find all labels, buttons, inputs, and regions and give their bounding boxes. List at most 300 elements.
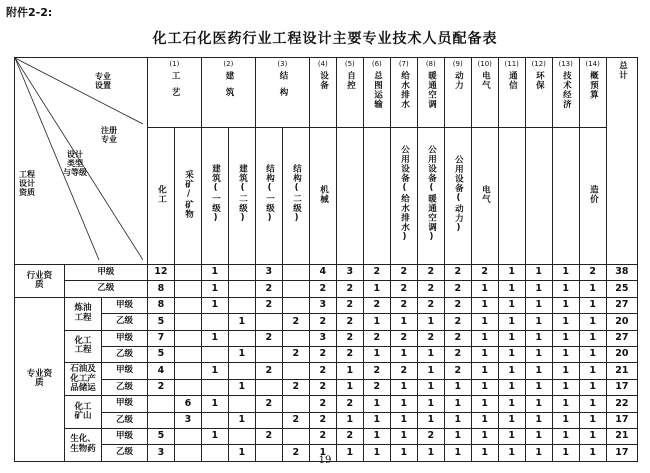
value-cell: 1 — [228, 314, 255, 330]
corner-design-type-grade: 设计 类型 与等级 — [63, 150, 87, 178]
table-row — [15, 396, 638, 412]
value-cell: 1 — [525, 314, 552, 330]
value-cell: 1 — [471, 330, 498, 346]
category-header — [417, 58, 444, 128]
value-cell: 2 — [282, 412, 309, 428]
value-cell: 1 — [390, 314, 417, 330]
industry-qualification-label: 行业资质 — [15, 265, 65, 298]
total-cell: 20 — [606, 346, 637, 362]
value-cell: 1 — [552, 412, 579, 428]
category-index: (2) — [223, 60, 234, 68]
total-cell: 20 — [606, 314, 637, 330]
category-name: 结构 — [278, 70, 289, 104]
table-row — [15, 346, 638, 362]
value-cell — [282, 363, 309, 379]
value-cell: 1 — [498, 428, 525, 444]
registered-major-label: 公用设备(动力) — [453, 154, 464, 234]
value-cell: 12 — [147, 265, 174, 281]
category-index: (11) — [504, 60, 519, 68]
major-group-name: 石油及 化工产 品储运 — [64, 363, 101, 396]
value-cell: 2 — [444, 281, 471, 297]
value-cell: 1 — [552, 281, 579, 297]
value-cell: 2 — [255, 297, 282, 313]
value-cell — [228, 297, 255, 313]
value-cell: 1 — [390, 412, 417, 428]
registered-major-cell — [525, 128, 552, 265]
value-cell: 2 — [471, 265, 498, 281]
value-cell — [228, 428, 255, 444]
value-cell: 1 — [309, 445, 336, 461]
total-cell: 22 — [606, 396, 637, 412]
value-cell: 1 — [498, 363, 525, 379]
corner-registered-major: 注册 专业 — [101, 126, 117, 145]
registered-major-cell — [147, 128, 174, 265]
value-cell: 3 — [174, 412, 201, 428]
value-cell: 1 — [417, 379, 444, 395]
value-cell: 2 — [255, 428, 282, 444]
value-cell: 2 — [255, 281, 282, 297]
value-cell: 1 — [417, 346, 444, 362]
value-cell: 2 — [444, 330, 471, 346]
value-cell: 8 — [147, 281, 174, 297]
value-cell: 1 — [498, 281, 525, 297]
value-cell: 1 — [390, 428, 417, 444]
category-name: 电气 — [480, 70, 491, 90]
value-cell: 1 — [579, 314, 606, 330]
grade-label: 乙级 — [102, 346, 148, 362]
value-cell — [174, 363, 201, 379]
category-index: (4) — [317, 60, 328, 68]
value-cell: 1 — [444, 396, 471, 412]
value-cell: 1 — [525, 330, 552, 346]
value-cell: 1 — [471, 314, 498, 330]
value-cell: 1 — [471, 297, 498, 313]
value-cell: 1 — [201, 363, 228, 379]
value-cell: 1 — [498, 314, 525, 330]
value-cell: 1 — [579, 396, 606, 412]
total-cell: 17 — [606, 445, 637, 461]
category-header — [498, 58, 525, 128]
category-name: 总图运输 — [372, 70, 383, 109]
grade-label: 甲级 — [102, 428, 148, 444]
value-cell: 1 — [471, 379, 498, 395]
major-group-name: 炼油 工程 — [64, 297, 101, 330]
value-cell: 1 — [363, 396, 390, 412]
category-header — [552, 58, 579, 128]
value-cell — [282, 396, 309, 412]
value-cell: 2 — [147, 379, 174, 395]
page-number: 19 — [318, 455, 332, 466]
category-header — [147, 58, 201, 128]
value-cell: 1 — [444, 412, 471, 428]
value-cell: 1 — [579, 346, 606, 362]
page-title: 化工石化医药行业工程设计主要专业技术人员配备表 — [152, 31, 498, 47]
value-cell — [201, 412, 228, 428]
value-cell — [255, 379, 282, 395]
value-cell: 8 — [147, 297, 174, 313]
value-cell — [282, 265, 309, 281]
registered-major-cell — [228, 128, 255, 265]
value-cell: 1 — [201, 396, 228, 412]
table-row — [15, 314, 638, 330]
value-cell — [228, 363, 255, 379]
value-cell: 2 — [390, 363, 417, 379]
value-cell: 2 — [309, 412, 336, 428]
value-cell: 1 — [498, 346, 525, 362]
value-cell: 2 — [255, 363, 282, 379]
value-cell: 1 — [444, 428, 471, 444]
value-cell: 1 — [336, 412, 363, 428]
value-cell: 1 — [363, 445, 390, 461]
value-cell: 1 — [201, 281, 228, 297]
registered-major-label: 公用设备(暖通空调) — [426, 145, 437, 244]
value-cell: 2 — [390, 265, 417, 281]
value-cell: 4 — [147, 363, 174, 379]
value-cell: 1 — [417, 396, 444, 412]
value-cell: 1 — [390, 346, 417, 362]
total-label: 总计 — [617, 61, 628, 80]
total-cell: 38 — [606, 265, 637, 281]
category-header — [201, 58, 255, 128]
value-cell: 1 — [525, 363, 552, 379]
value-cell — [174, 265, 201, 281]
value-cell: 1 — [336, 363, 363, 379]
value-cell: 1 — [552, 363, 579, 379]
total-cell: 17 — [606, 379, 637, 395]
value-cell: 1 — [525, 297, 552, 313]
grade-label: 乙级 — [102, 445, 148, 461]
value-cell: 1 — [579, 412, 606, 428]
registered-major-cell — [309, 128, 336, 265]
category-name: 环保 — [534, 70, 545, 90]
value-cell: 2 — [255, 330, 282, 346]
value-cell: 1 — [336, 445, 363, 461]
corner-major-setting: 专业 设置 — [95, 72, 111, 91]
value-cell: 1 — [417, 314, 444, 330]
registered-major-cell — [579, 128, 606, 265]
value-cell: 2 — [363, 330, 390, 346]
value-cell: 1 — [525, 412, 552, 428]
registered-major-label: 建筑(二级) — [237, 164, 248, 225]
value-cell: 3 — [309, 330, 336, 346]
value-cell: 2 — [363, 363, 390, 379]
value-cell: 1 — [525, 281, 552, 297]
registered-major-cell — [336, 128, 363, 265]
value-cell: 1 — [579, 281, 606, 297]
header-corner — [15, 58, 148, 265]
grade-label: 甲级 — [102, 396, 148, 412]
value-cell: 1 — [363, 428, 390, 444]
value-cell: 1 — [498, 445, 525, 461]
value-cell: 2 — [336, 396, 363, 412]
category-index: (5) — [344, 60, 355, 68]
value-cell: 1 — [498, 330, 525, 346]
registered-major-label: 机械 — [318, 184, 329, 204]
category-header — [579, 58, 606, 128]
value-cell — [201, 379, 228, 395]
value-cell: 1 — [363, 314, 390, 330]
value-cell: 2 — [336, 314, 363, 330]
category-header — [255, 58, 309, 128]
category-name: 自控 — [345, 70, 356, 90]
category-index: (13) — [558, 60, 573, 68]
value-cell: 1 — [498, 297, 525, 313]
value-cell: 1 — [552, 346, 579, 362]
value-cell: 1 — [363, 281, 390, 297]
value-cell: 1 — [363, 412, 390, 428]
value-cell: 1 — [363, 346, 390, 362]
category-header — [444, 58, 471, 128]
value-cell: 1 — [390, 445, 417, 461]
total-header — [606, 58, 637, 265]
registered-major-label: 造价 — [588, 184, 599, 204]
registered-major-cell — [471, 128, 498, 265]
value-cell: 2 — [444, 363, 471, 379]
value-cell: 1 — [525, 445, 552, 461]
value-cell: 1 — [498, 396, 525, 412]
value-cell: 1 — [336, 379, 363, 395]
value-cell: 1 — [525, 346, 552, 362]
value-cell — [255, 412, 282, 428]
category-index: (7) — [398, 60, 409, 68]
category-index: (9) — [452, 60, 463, 68]
value-cell: 1 — [579, 363, 606, 379]
value-cell: 2 — [417, 428, 444, 444]
registered-major-cell — [444, 128, 471, 265]
major-qualification-label: 专业资质 — [15, 297, 65, 461]
total-cell: 27 — [606, 330, 637, 346]
value-cell: 2 — [363, 297, 390, 313]
value-cell: 2 — [390, 330, 417, 346]
category-index: (10) — [477, 60, 492, 68]
category-header — [336, 58, 363, 128]
registered-major-cell — [201, 128, 228, 265]
value-cell: 2 — [417, 297, 444, 313]
table-row — [15, 330, 638, 346]
value-cell: 1 — [471, 281, 498, 297]
value-cell: 1 — [552, 445, 579, 461]
category-name: 技术经济 — [561, 70, 572, 109]
value-cell: 2 — [390, 297, 417, 313]
value-cell: 2 — [336, 330, 363, 346]
value-cell: 1 — [471, 396, 498, 412]
value-cell — [255, 346, 282, 362]
value-cell — [174, 379, 201, 395]
value-cell: 1 — [228, 379, 255, 395]
value-cell: 2 — [417, 330, 444, 346]
registered-major-label: 结构(二级) — [291, 164, 302, 225]
registered-major-cell — [255, 128, 282, 265]
total-cell: 21 — [606, 428, 637, 444]
value-cell — [201, 346, 228, 362]
value-cell: 2 — [363, 265, 390, 281]
value-cell: 2 — [444, 346, 471, 362]
value-cell: 1 — [471, 412, 498, 428]
value-cell — [282, 330, 309, 346]
value-cell: 1 — [417, 363, 444, 379]
value-cell: 1 — [498, 412, 525, 428]
category-name: 暖通空调 — [426, 70, 437, 109]
value-cell: 2 — [579, 265, 606, 281]
category-header — [471, 58, 498, 128]
value-cell: 1 — [525, 396, 552, 412]
category-name: 工艺 — [170, 70, 181, 104]
value-cell: 2 — [309, 428, 336, 444]
value-cell: 1 — [471, 445, 498, 461]
value-cell: 2 — [255, 396, 282, 412]
category-header — [525, 58, 552, 128]
value-cell: 2 — [309, 314, 336, 330]
value-cell — [174, 330, 201, 346]
value-cell: 1 — [552, 314, 579, 330]
grade-label: 甲级 — [102, 330, 148, 346]
value-cell: 1 — [579, 297, 606, 313]
value-cell: 2 — [309, 396, 336, 412]
value-cell: 2 — [282, 379, 309, 395]
value-cell — [147, 396, 174, 412]
value-cell: 1 — [201, 265, 228, 281]
value-cell: 1 — [498, 379, 525, 395]
value-cell: 1 — [417, 445, 444, 461]
value-cell: 4 — [309, 265, 336, 281]
grade-label: 乙级 — [102, 412, 148, 428]
table-row — [15, 363, 638, 379]
value-cell: 7 — [147, 330, 174, 346]
value-cell: 2 — [363, 379, 390, 395]
value-cell: 1 — [228, 346, 255, 362]
value-cell: 2 — [282, 445, 309, 461]
value-cell: 1 — [201, 428, 228, 444]
value-cell: 3 — [147, 445, 174, 461]
value-cell: 1 — [552, 297, 579, 313]
value-cell: 5 — [147, 346, 174, 362]
category-index: (1) — [169, 60, 180, 68]
table-row — [15, 265, 638, 281]
category-name: 概预算 — [588, 70, 599, 100]
value-cell: 1 — [552, 330, 579, 346]
table-row — [15, 412, 638, 428]
value-cell: 2 — [309, 363, 336, 379]
table-row — [15, 379, 638, 395]
value-cell: 5 — [147, 428, 174, 444]
value-cell: 2 — [390, 281, 417, 297]
registered-major-label: 结构(一级) — [264, 164, 275, 225]
value-cell: 1 — [471, 428, 498, 444]
major-group-name: 化工 矿山 — [64, 396, 101, 429]
value-cell — [174, 346, 201, 362]
registered-major-label: 化工 — [156, 184, 167, 204]
value-cell: 2 — [282, 314, 309, 330]
corner-qualification: 工程 设计 资质 — [19, 170, 35, 198]
value-cell: 1 — [552, 396, 579, 412]
total-cell: 21 — [606, 363, 637, 379]
registered-major-cell — [498, 128, 525, 265]
registered-major-cell — [363, 128, 390, 265]
value-cell — [282, 297, 309, 313]
value-cell: 2 — [336, 428, 363, 444]
value-cell: 1 — [228, 445, 255, 461]
value-cell: 1 — [525, 379, 552, 395]
value-cell: 1 — [444, 445, 471, 461]
total-cell: 25 — [606, 281, 637, 297]
table-row — [15, 281, 638, 297]
value-cell — [228, 265, 255, 281]
staffing-table — [14, 57, 638, 462]
table-row — [15, 297, 638, 313]
grade-label: 乙级 — [64, 281, 147, 297]
value-cell: 2 — [444, 265, 471, 281]
value-cell: 2 — [336, 281, 363, 297]
value-cell: 2 — [309, 281, 336, 297]
value-cell — [228, 330, 255, 346]
grade-label: 甲级 — [102, 363, 148, 379]
category-name: 给水排水 — [399, 70, 410, 109]
value-cell — [255, 314, 282, 330]
value-cell — [282, 428, 309, 444]
value-cell: 3 — [336, 265, 363, 281]
value-cell: 1 — [471, 346, 498, 362]
value-cell: 1 — [444, 379, 471, 395]
value-cell: 6 — [174, 396, 201, 412]
value-cell: 1 — [552, 428, 579, 444]
grade-label: 甲级 — [64, 265, 147, 281]
registered-major-label: 采矿/矿物 — [183, 169, 194, 219]
registered-major-cell — [282, 128, 309, 265]
registered-major-label: 建筑(一级) — [210, 164, 221, 225]
registered-major-label: 电气 — [480, 184, 491, 204]
category-header — [390, 58, 417, 128]
category-header — [309, 58, 336, 128]
category-index: (14) — [585, 60, 600, 68]
category-index: (8) — [425, 60, 436, 68]
table-row — [15, 428, 638, 444]
value-cell — [201, 314, 228, 330]
total-cell: 27 — [606, 297, 637, 313]
registered-major-cell — [390, 128, 417, 265]
value-cell: 1 — [390, 379, 417, 395]
value-cell: 5 — [147, 314, 174, 330]
value-cell — [228, 281, 255, 297]
value-cell: 2 — [336, 346, 363, 362]
value-cell — [174, 281, 201, 297]
category-index: (3) — [277, 60, 288, 68]
category-name: 设备 — [318, 70, 329, 90]
value-cell: 1 — [525, 428, 552, 444]
value-cell: 1 — [201, 297, 228, 313]
value-cell — [174, 428, 201, 444]
attachment-label: 附件2-2: — [6, 6, 53, 19]
value-cell — [228, 396, 255, 412]
registered-major-label: 公用设备(给水排水) — [399, 145, 410, 244]
value-cell: 2 — [444, 297, 471, 313]
category-name: 建筑 — [224, 70, 235, 104]
registered-major-cell — [417, 128, 444, 265]
registered-major-cell — [552, 128, 579, 265]
value-cell: 1 — [417, 412, 444, 428]
value-cell: 1 — [552, 379, 579, 395]
major-group-name: 生化、 生物药 — [64, 428, 101, 461]
value-cell: 1 — [498, 265, 525, 281]
value-cell: 2 — [309, 379, 336, 395]
value-cell: 2 — [417, 265, 444, 281]
value-cell: 1 — [579, 379, 606, 395]
grade-label: 乙级 — [102, 314, 148, 330]
value-cell: 3 — [255, 265, 282, 281]
registered-major-cell — [174, 128, 201, 265]
value-cell: 2 — [282, 346, 309, 362]
value-cell: 1 — [579, 330, 606, 346]
category-header — [363, 58, 390, 128]
